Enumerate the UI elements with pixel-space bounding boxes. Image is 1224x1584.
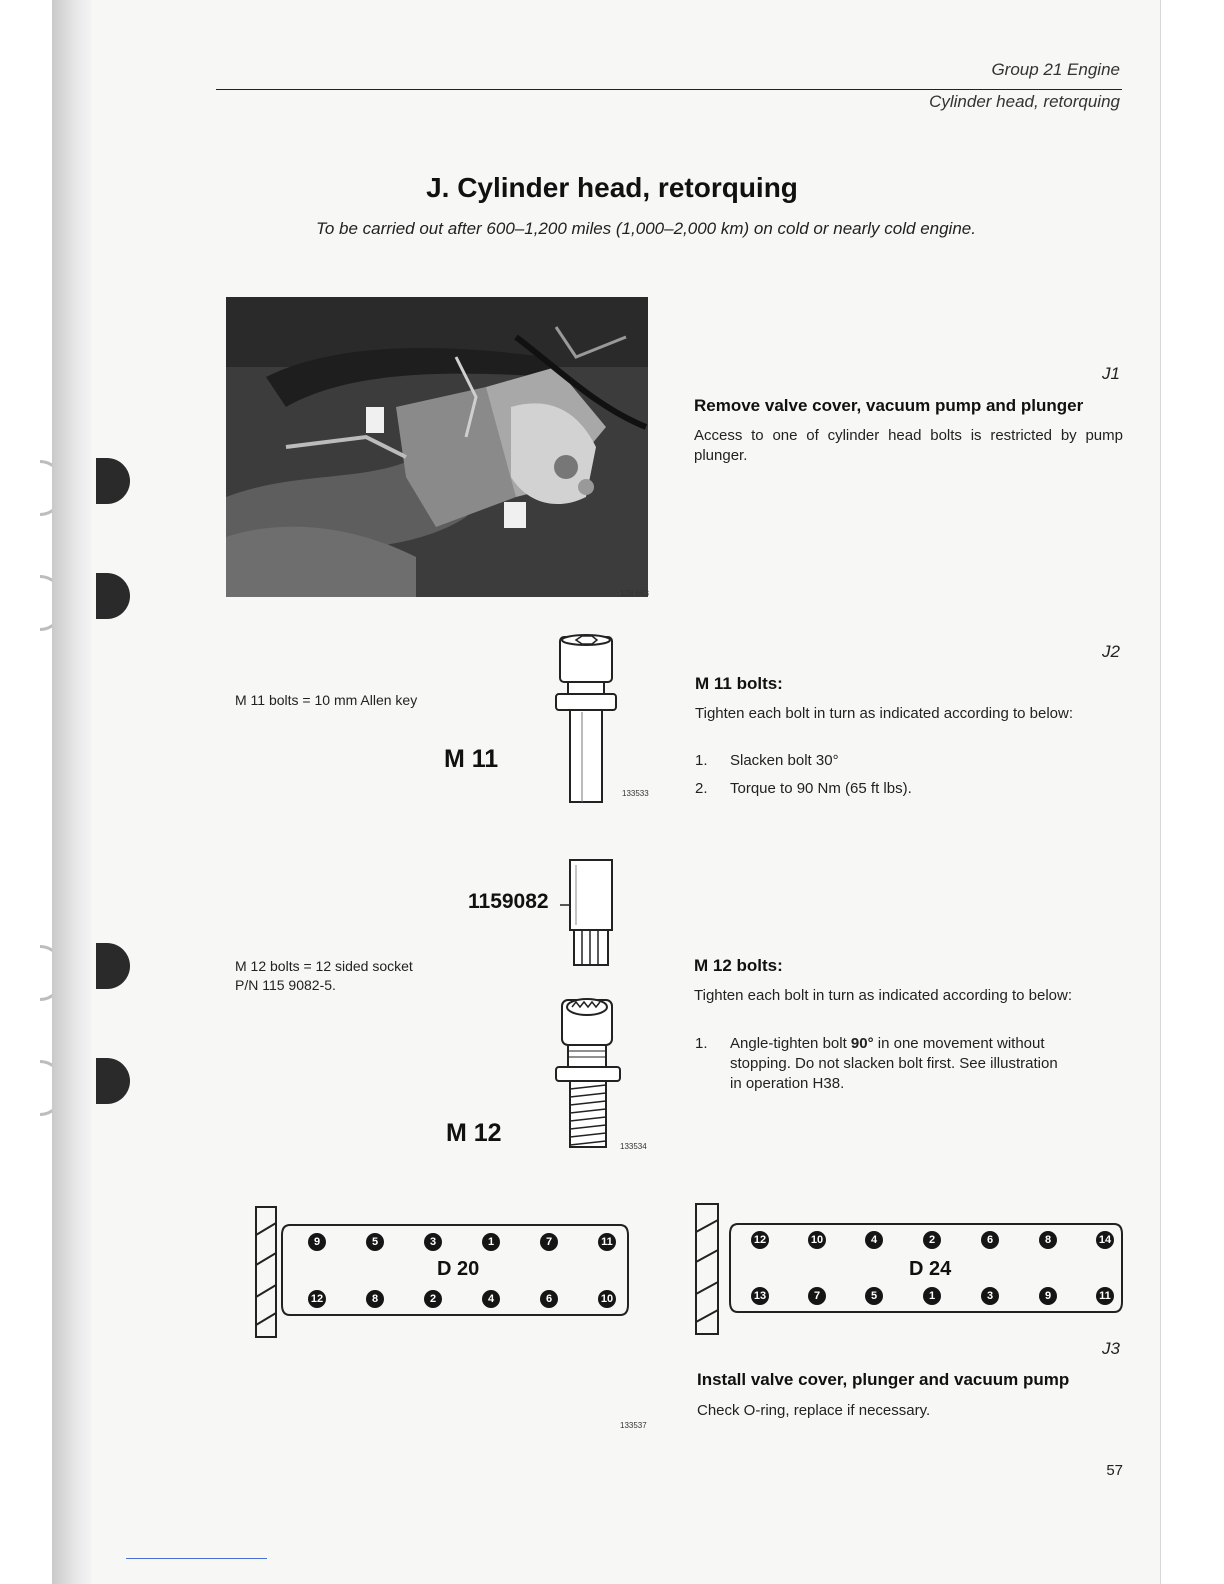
bolt-marker: 12 [308,1290,326,1308]
header-group: Group 21 Engine [991,60,1120,79]
bolt-marker: 9 [308,1233,326,1251]
bolt-marker: 5 [865,1287,883,1305]
bolt-marker: 11 [1096,1287,1114,1305]
figure-number: 133534 [620,1142,647,1151]
m12-caption-line1: M 12 bolts = 12 sided socket [235,958,413,974]
list-number: 1. [695,752,708,769]
allen-key-icon [552,632,622,807]
bolt-marker: 9 [1039,1287,1057,1305]
engine-label-d24: D 24 [909,1258,952,1280]
step-id-j1: J1 [1102,364,1120,383]
bolt-marker: 4 [865,1231,883,1249]
list-item [695,779,1123,799]
page-title: J. Cylinder head, retorquing [426,172,798,203]
step-text-j1: Access to one of cylinder head bolts is restricted by pump plunger. [694,427,1123,464]
socket-icon [560,855,620,970]
page-number: 57 [1106,1462,1123,1479]
header-rule [216,89,1122,90]
bolt-marker: 7 [540,1233,558,1251]
list-text-part: in one movement without [873,1035,1045,1052]
m11-label: M 11 [444,745,499,773]
bolt-marker: 8 [366,1290,384,1308]
m12-bolts-heading: M 12 bolts: [694,956,783,975]
list-text-line3: in operation H38. [730,1075,845,1092]
bolt-marker: 1 [482,1233,500,1251]
list-item [695,751,1123,771]
bolt-marker: 4 [482,1290,500,1308]
spline-bolt-icon [552,995,627,1155]
list-item [695,1034,1125,1096]
list-text-line2: stopping. Do not slacken bolt first. See illustration [730,1055,1058,1072]
bolt-marker: 2 [923,1231,941,1249]
bolt-marker: 10 [598,1290,616,1308]
bolt-marker: 8 [1039,1231,1057,1249]
m12-label: M 12 [446,1119,502,1147]
m11-bolts-heading: M 11 bolts: [695,674,783,693]
list-text [730,1034,1045,1054]
bolt-marker: 2 [424,1290,442,1308]
page-subtitle: To be carried out after 600–1,200 miles (1,000–2,000 km) on cold or nearly cold engine. [316,219,976,238]
bolt-marker: 1 [923,1287,941,1305]
engine-photo [226,297,648,597]
bolt-marker: 12 [751,1231,769,1249]
bolt-marker: 14 [1096,1231,1114,1249]
bolt-marker: 3 [981,1287,999,1305]
m12-caption-line2: P/N 115 9082-5. [235,977,336,993]
bolt-marker: 5 [366,1233,384,1251]
list-text: Slacken bolt 30° [730,752,839,769]
link-underline [126,1558,267,1559]
bolt-marker: 6 [981,1231,999,1249]
bolt-marker: 7 [808,1287,826,1305]
figure-number: 128 663 [620,589,649,598]
figure-number: 133537 [620,1421,647,1430]
angle-value: 90° [850,1035,874,1052]
step-id-j2: J2 [1102,642,1120,661]
list-number: 1. [695,1035,708,1052]
m11-caption: M 11 bolts = 10 mm Allen key [235,692,418,708]
bolt-marker: 6 [540,1290,558,1308]
bolt-marker: 13 [751,1287,769,1305]
figure-number: 133533 [622,789,649,798]
step-heading-j3: Install valve cover, plunger and vacuum pump [697,1370,1070,1389]
list-number: 2. [695,780,708,797]
list-text: Torque to 90 Nm (65 ft lbs). [730,780,912,797]
bolt-marker: 10 [808,1231,826,1249]
step-text-j3: Check O-ring, replace if necessary. [697,1402,931,1419]
bolt-marker: 3 [424,1233,442,1251]
list-text-part: Angle-tighten bolt [730,1035,851,1052]
m11-bolts-text: Tighten each bolt in turn as indicated according to below: [695,705,1074,722]
part-number: 1159082 [468,890,549,913]
header-section: Cylinder head, retorquing [929,92,1120,111]
engine-label-d20: D 20 [437,1258,480,1280]
step-id-j3: J3 [1102,1339,1120,1358]
m12-bolts-text: Tighten each bolt in turn as indicated according to below: [694,987,1073,1004]
step-heading-j1: Remove valve cover, vacuum pump and plunger [694,396,1084,415]
bolt-marker: 11 [598,1233,616,1251]
